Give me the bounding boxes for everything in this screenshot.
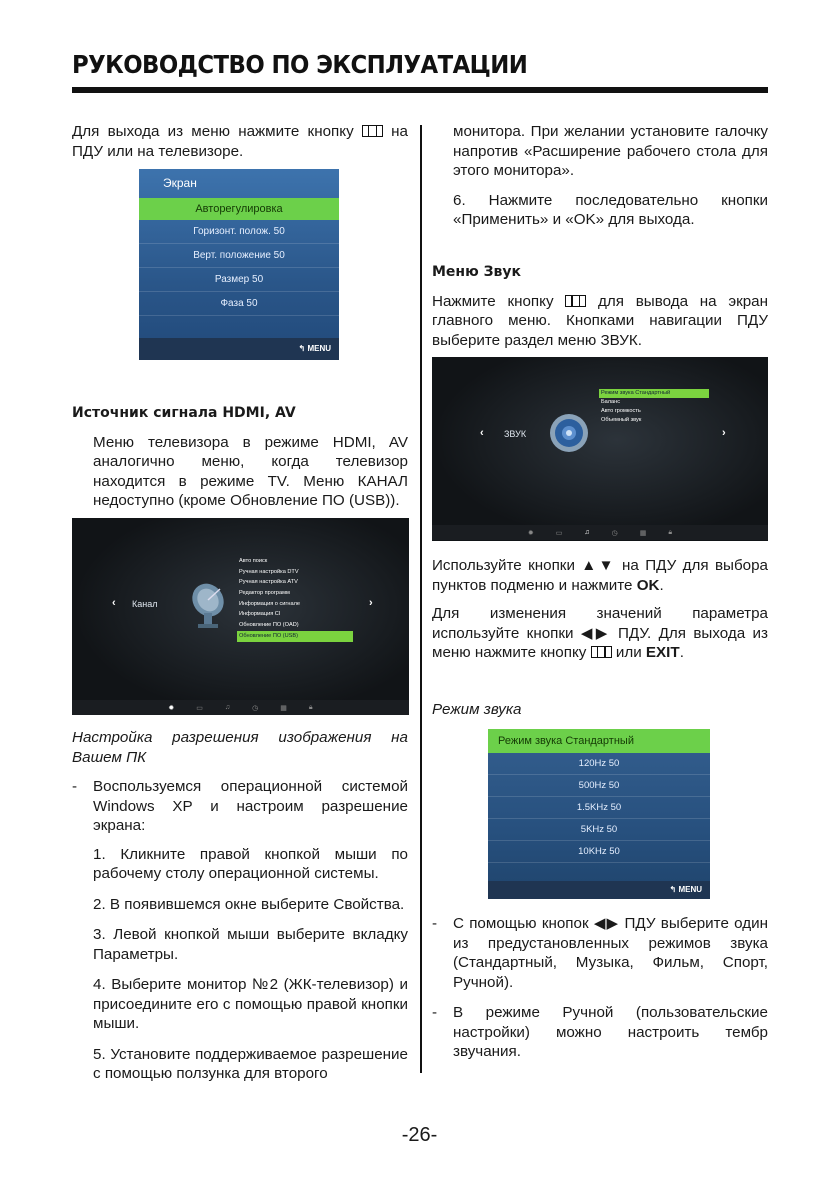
- menu-button-icon: [591, 646, 612, 658]
- sound-menu-item-selected[interactable]: Режим звука Стандартный: [599, 389, 709, 398]
- hdmi-text: Меню телевизора в режиме HDMI, AV аналогично меню, когда телевизор находится в режиме TV. Меню КАНАЛ недоступно (кроме Обновление ПО (USB)).: [93, 433, 408, 509]
- pc-intro: - Воспользуемся операционной системой Windows XP и настроим разрешение экрана:: [72, 778, 408, 834]
- screen-menu-item[interactable]: Верт. положение 50: [139, 244, 339, 268]
- step-5-continued: монитора. При желании установите галочку напротив «Расширение рабочего стола для этого монитора».: [453, 123, 768, 179]
- eq-menu-item[interactable]: 1.5KHz 50: [488, 797, 710, 819]
- sound-heading: Меню Звук: [432, 264, 522, 280]
- channel-menu-item[interactable]: Ручная настройка ATV: [239, 579, 298, 586]
- pc-section: [72, 728, 408, 1084]
- eq-menu-item[interactable]: 5KHz 50: [488, 819, 710, 841]
- options-category-icon[interactable]: ▦: [280, 704, 287, 712]
- bullet-manual: - В режиме Ручной (пользовательские настройки) можно настроить тембр звучания.: [432, 1004, 768, 1060]
- change-values-text: Для изменения значений параметра используйте кнопки ◀▶ ПДУ. Для выхода из меню нажмите кнопку или EXIT.: [432, 605, 768, 661]
- menu-return-label[interactable]: ↰ MENU: [139, 338, 339, 360]
- sound-section: [432, 263, 768, 350]
- exit-paragraph: Для выхода из меню нажмите кнопку на ПДУ или на телевизоре.: [72, 123, 408, 160]
- screen-menu: [139, 169, 339, 360]
- screen-menu-item[interactable]: Фаза 50: [139, 292, 339, 316]
- channel-menu-list: [237, 556, 353, 642]
- header-rule: [72, 87, 768, 93]
- sound-menu-item[interactable]: Объемный звук: [601, 417, 642, 423]
- step-6: 6. Нажмите последовательно кнопки «Применить» и «OK» для выхода.: [453, 191, 768, 228]
- speaker-icon: [549, 413, 589, 453]
- options-category-icon[interactable]: ▦: [639, 529, 647, 537]
- menu-category-bar: [432, 525, 768, 540]
- menu-return-label[interactable]: ↰ MENU: [488, 881, 710, 899]
- channel-side-label: Канал: [132, 599, 158, 609]
- picture-category-icon[interactable]: ▭: [555, 529, 563, 537]
- sound-side-label: ЗВУК: [504, 429, 527, 439]
- step-1: 1. Кликните правой кнопкой мыши по рабочему столу операционной системы.: [93, 845, 408, 882]
- column-divider: [420, 125, 422, 1073]
- satellite-dish-icon: [184, 580, 234, 630]
- channel-category-icon[interactable]: ✹: [168, 704, 175, 712]
- step-4: 4. Выберите монитор №2 (ЖК-телевизор) и присоедините его с помощью правой кнопки мыши.: [93, 976, 408, 1032]
- right-column: [432, 122, 768, 230]
- channel-menu-item[interactable]: Информация о сигнале: [239, 600, 301, 607]
- screen-menu-item[interactable]: Горизонт. полож. 50: [139, 220, 339, 244]
- channel-menu-item[interactable]: Ручная настройка DTV: [239, 568, 299, 575]
- screen-menu-item[interactable]: Размер 50: [139, 268, 339, 292]
- chevron-right-icon[interactable]: ›: [369, 597, 373, 609]
- menu-category-bar: [72, 700, 409, 715]
- step-2: 2. В появившемся окне выберите Свойства.: [93, 895, 405, 913]
- page-number: -26-: [401, 1124, 438, 1146]
- channel-menu-item[interactable]: Редактор программ: [239, 590, 290, 597]
- sound-menu-item[interactable]: Баланс: [601, 399, 621, 405]
- eq-menu-item[interactable]: 10KHz 50: [488, 841, 710, 863]
- bullet-presets: - С помощью кнопок ◀▶ ПДУ выберите один из предустановленных режимов звука (Стандартный, Музыка, Фильм, Спорт, Ручной).: [432, 915, 768, 991]
- mode-section: [432, 700, 768, 720]
- screen-menu-selected[interactable]: Авторегулировка: [139, 198, 339, 220]
- left-column: [72, 122, 408, 161]
- sound-category-icon[interactable]: ♫: [224, 704, 231, 711]
- time-category-icon[interactable]: ◷: [611, 529, 618, 537]
- mode-bullets: [432, 914, 768, 1062]
- screen-menu-title: Экран: [163, 176, 197, 190]
- sound-menu-list: [599, 389, 709, 425]
- sound-menu: [432, 357, 768, 541]
- mode-heading: Режим звука: [432, 701, 522, 718]
- pc-heading: Настройка разрешения изображения на Вашем ПК: [72, 729, 408, 766]
- chevron-left-icon[interactable]: ‹: [112, 597, 116, 609]
- channel-menu-item[interactable]: Обновление ПО (OAD): [239, 622, 299, 629]
- step-5: 5. Установите поддерживаемое разрешение с помощью ползунка для второго: [93, 1045, 408, 1082]
- menu-button-icon: [565, 295, 586, 307]
- time-category-icon[interactable]: ◷: [252, 704, 259, 712]
- navigation-section: [432, 556, 768, 663]
- chevron-left-icon[interactable]: ‹: [480, 427, 484, 439]
- page-header: РУКОВОДСТВО ПО ЭКСПЛУАТАЦИИ: [72, 50, 528, 79]
- use-buttons-text: Используйте кнопки ▲▼ на ПДУ для выбора пунктов подменю и нажмите OK.: [432, 557, 768, 594]
- sound-menu-item[interactable]: Авто громкость: [601, 408, 641, 414]
- lock-category-icon[interactable]: 🔒︎: [308, 703, 313, 711]
- channel-category-icon[interactable]: ✹: [527, 529, 534, 537]
- picture-category-icon[interactable]: ▭: [196, 704, 203, 712]
- eq-menu-selected[interactable]: Режим звука Стандартный: [488, 729, 710, 753]
- sound-category-icon[interactable]: ♫: [584, 529, 590, 536]
- channel-menu-item[interactable]: Информация CI: [239, 611, 281, 618]
- eq-menu-item[interactable]: 120Hz 50: [488, 753, 710, 775]
- hdmi-heading: Источник сигнала HDMI, AV: [72, 405, 296, 421]
- lock-category-icon[interactable]: 🔒︎: [668, 528, 673, 536]
- chevron-right-icon[interactable]: ›: [722, 427, 726, 439]
- eq-menu: [488, 729, 710, 899]
- menu-button-icon: [362, 125, 383, 137]
- channel-menu: [72, 518, 409, 715]
- channel-menu-item-selected[interactable]: Обновление ПО (USB): [237, 631, 353, 642]
- hdmi-section: [72, 404, 408, 511]
- channel-menu-item[interactable]: Авто поиск: [239, 558, 268, 564]
- eq-menu-item[interactable]: 500Hz 50: [488, 775, 710, 797]
- sound-text: Нажмите кнопку для вывода на экран главного меню. Кнопками навигации ПДУ выберите раздел меню ЗВУК.: [432, 292, 768, 349]
- step-3: 3. Левой кнопкой мыши выберите вкладку Параметры.: [93, 926, 408, 963]
